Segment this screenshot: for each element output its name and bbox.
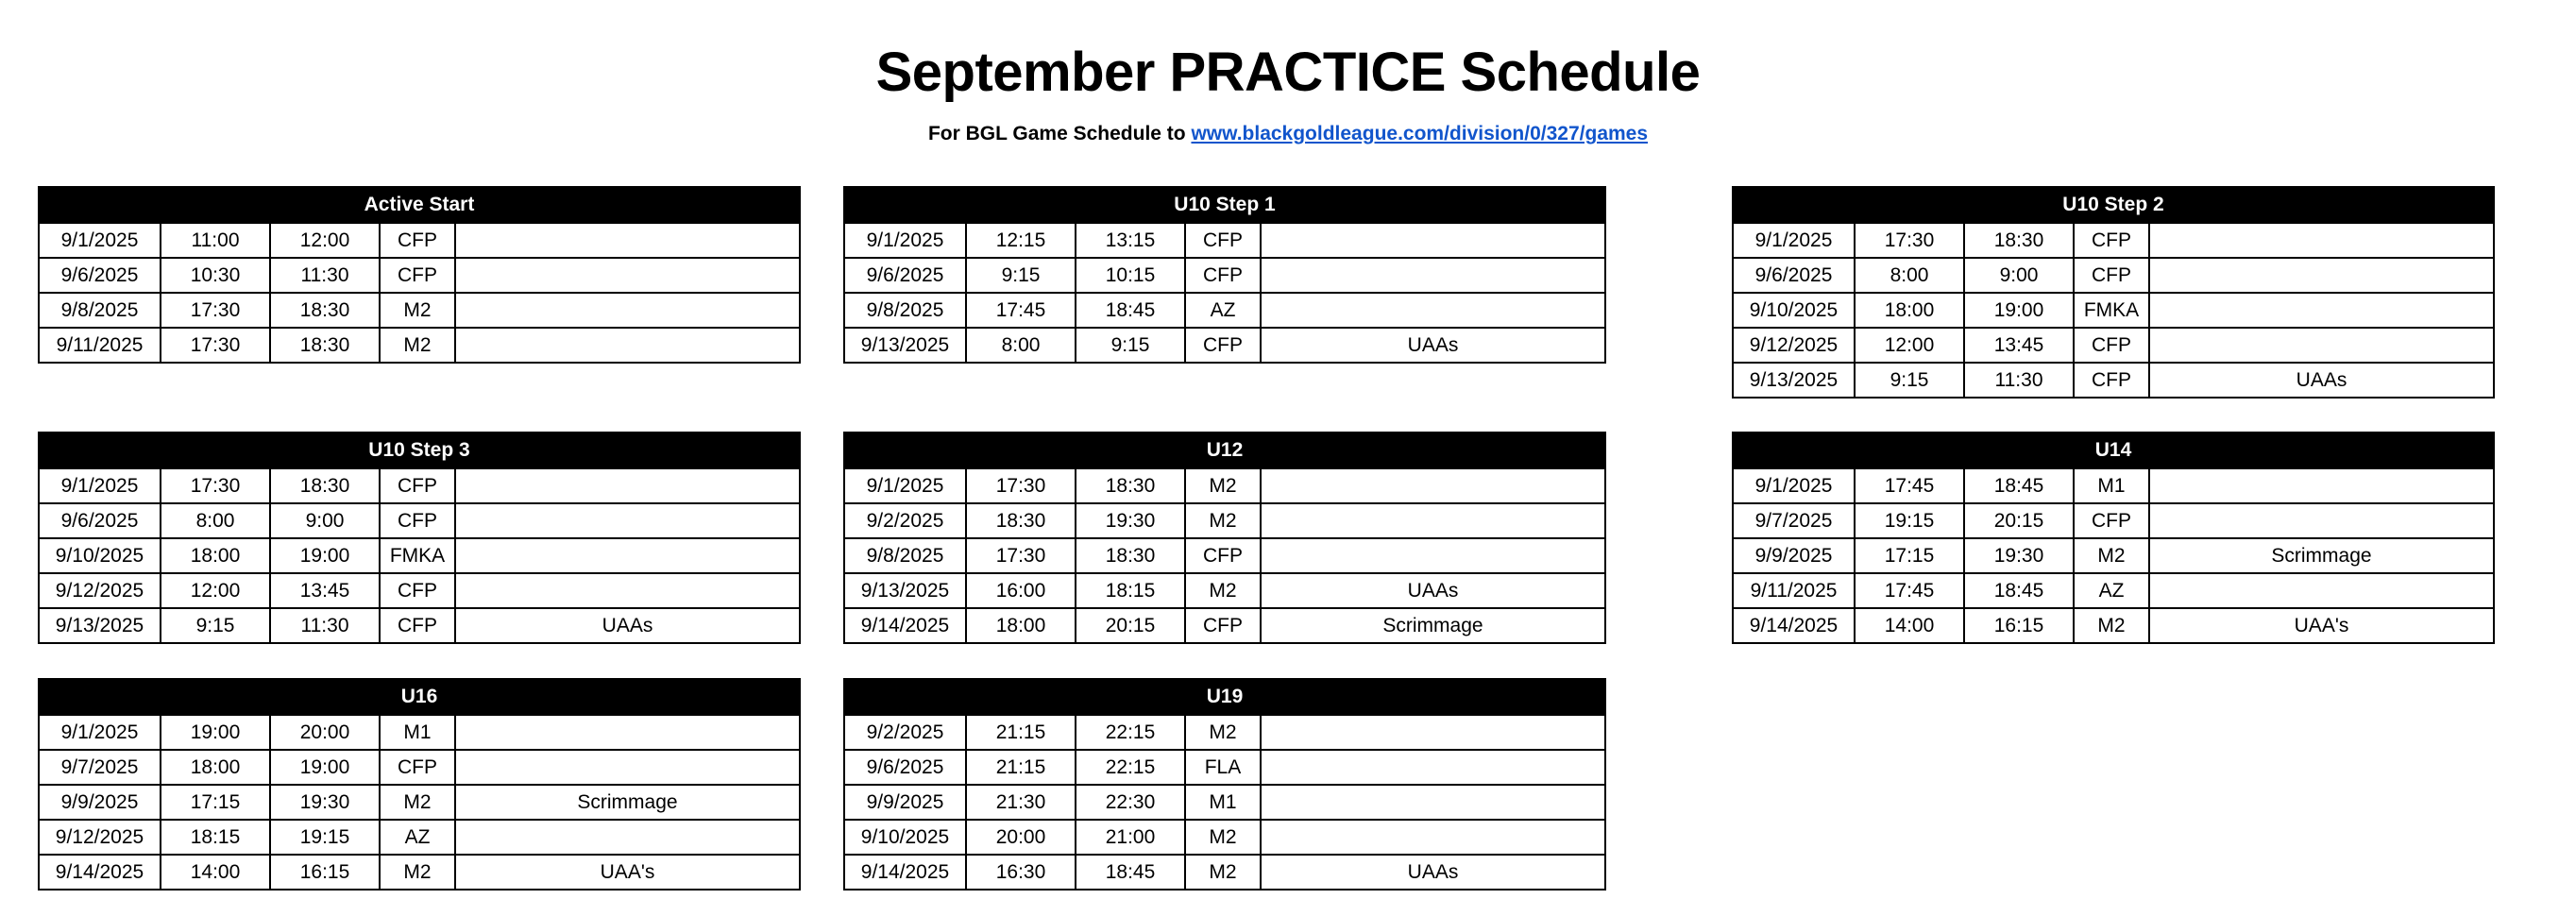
table-row (1733, 328, 2494, 363)
location-cell: M2 (2074, 608, 2149, 643)
table-row (1733, 363, 2494, 398)
note-cell: UAAs (1261, 573, 1605, 608)
location-cell: CFP (2074, 328, 2149, 363)
end-time-cell: 18:45 (1076, 293, 1185, 328)
start-time-cell: 17:30 (966, 468, 1076, 503)
end-time-cell: 20:15 (1964, 503, 2074, 538)
date-cell: 9/12/2025 (39, 820, 161, 855)
table-row (1733, 608, 2494, 643)
start-time-cell: 14:00 (1855, 608, 1964, 643)
note-cell (1261, 293, 1605, 328)
location-cell: M2 (1185, 503, 1261, 538)
end-time-cell: 18:30 (1964, 223, 2074, 258)
end-time-cell: 13:45 (270, 573, 380, 608)
location-cell: CFP (2074, 258, 2149, 293)
note-cell (455, 538, 800, 573)
table-header: U14 (1733, 433, 2494, 468)
end-time-cell: 20:15 (1076, 608, 1185, 643)
location-cell: CFP (2074, 223, 2149, 258)
table-row (39, 293, 800, 328)
end-time-cell: 18:30 (1076, 538, 1185, 573)
date-cell: 9/6/2025 (39, 258, 161, 293)
start-time-cell: 12:00 (161, 573, 270, 608)
start-time-cell: 17:30 (161, 468, 270, 503)
table-row (39, 750, 800, 785)
end-time-cell: 12:00 (270, 223, 380, 258)
date-cell: 9/2/2025 (844, 503, 966, 538)
end-time-cell: 18:45 (1964, 573, 2074, 608)
note-cell (455, 573, 800, 608)
end-time-cell: 16:15 (270, 855, 380, 890)
date-cell: 9/1/2025 (39, 468, 161, 503)
note-cell (1261, 258, 1605, 293)
start-time-cell: 18:00 (966, 608, 1076, 643)
end-time-cell: 10:15 (1076, 258, 1185, 293)
end-time-cell: 13:15 (1076, 223, 1185, 258)
end-time-cell: 18:45 (1076, 855, 1185, 890)
end-time-cell: 13:45 (1964, 328, 2074, 363)
date-cell: 9/10/2025 (844, 820, 966, 855)
location-cell: M2 (380, 328, 455, 363)
location-cell: M2 (380, 785, 455, 820)
note-cell (1261, 538, 1605, 573)
date-cell: 9/14/2025 (1733, 608, 1855, 643)
start-time-cell: 17:30 (161, 328, 270, 363)
location-cell: CFP (2074, 363, 2149, 398)
table-row (39, 608, 800, 643)
date-cell: 9/12/2025 (39, 573, 161, 608)
note-cell (2149, 573, 2494, 608)
date-cell: 9/13/2025 (844, 573, 966, 608)
end-time-cell: 9:00 (270, 503, 380, 538)
schedule-table-u10-step-1 (843, 186, 1606, 364)
note-cell (455, 468, 800, 503)
note-cell (455, 258, 800, 293)
location-cell: CFP (2074, 503, 2149, 538)
table-header: Active Start (39, 187, 800, 223)
start-time-cell: 21:15 (966, 715, 1076, 750)
table-row (39, 503, 800, 538)
date-cell: 9/14/2025 (39, 855, 161, 890)
location-cell: M2 (1185, 573, 1261, 608)
start-time-cell: 18:15 (161, 820, 270, 855)
note-cell: UAA's (455, 855, 800, 890)
table-header: U10 Step 1 (844, 187, 1605, 223)
end-time-cell: 19:30 (1964, 538, 2074, 573)
schedule-table-u10-step-2 (1732, 186, 2495, 399)
note-cell (1261, 223, 1605, 258)
note-cell: Scrimmage (455, 785, 800, 820)
subtitle-prefix: For BGL Game Schedule to (927, 123, 1192, 144)
table-row (1733, 258, 2494, 293)
start-time-cell: 16:30 (966, 855, 1076, 890)
table-row (39, 468, 800, 503)
start-time-cell: 19:15 (1855, 503, 1964, 538)
table-row (1733, 293, 2494, 328)
location-cell: CFP (1185, 608, 1261, 643)
start-time-cell: 19:00 (161, 715, 270, 750)
note-cell (2149, 468, 2494, 503)
start-time-cell: 10:30 (161, 258, 270, 293)
table-header: U12 (844, 433, 1605, 468)
start-time-cell: 9:15 (161, 608, 270, 643)
location-cell: AZ (2074, 573, 2149, 608)
location-cell: CFP (380, 608, 455, 643)
table-row (844, 468, 1605, 503)
table-row (844, 538, 1605, 573)
note-cell (455, 328, 800, 363)
end-time-cell: 20:00 (270, 715, 380, 750)
start-time-cell: 12:00 (1855, 328, 1964, 363)
end-time-cell: 9:00 (1964, 258, 2074, 293)
start-time-cell: 9:15 (1855, 363, 1964, 398)
table-row (844, 855, 1605, 890)
note-cell: UAA's (2149, 608, 2494, 643)
table-row (39, 855, 800, 890)
end-time-cell: 11:30 (270, 258, 380, 293)
end-time-cell: 18:45 (1964, 468, 2074, 503)
table-row (39, 715, 800, 750)
location-cell: CFP (380, 468, 455, 503)
start-time-cell: 8:00 (161, 503, 270, 538)
date-cell: 9/10/2025 (1733, 293, 1855, 328)
table-row (39, 223, 800, 258)
start-time-cell: 17:45 (1855, 468, 1964, 503)
note-cell (1261, 715, 1605, 750)
start-time-cell: 20:00 (966, 820, 1076, 855)
table-row (844, 608, 1605, 643)
note-cell (2149, 293, 2494, 328)
start-time-cell: 18:30 (966, 503, 1076, 538)
end-time-cell: 19:30 (270, 785, 380, 820)
location-cell: CFP (380, 503, 455, 538)
location-cell: AZ (380, 820, 455, 855)
end-time-cell: 19:15 (270, 820, 380, 855)
start-time-cell: 17:45 (966, 293, 1076, 328)
location-cell: M1 (1185, 785, 1261, 820)
schedule-table-u16 (38, 678, 801, 891)
start-time-cell: 8:00 (1855, 258, 1964, 293)
table-row (844, 785, 1605, 820)
end-time-cell: 18:15 (1076, 573, 1185, 608)
end-time-cell: 22:30 (1076, 785, 1185, 820)
end-time-cell: 11:30 (270, 608, 380, 643)
page-subtitle (0, 124, 2576, 144)
end-time-cell: 22:15 (1076, 715, 1185, 750)
location-cell: M1 (380, 715, 455, 750)
end-time-cell: 19:00 (270, 538, 380, 573)
date-cell: 9/1/2025 (39, 223, 161, 258)
end-time-cell: 22:15 (1076, 750, 1185, 785)
start-time-cell: 18:00 (161, 750, 270, 785)
location-cell: M2 (380, 855, 455, 890)
note-cell (455, 750, 800, 785)
start-time-cell: 17:45 (1855, 573, 1964, 608)
date-cell: 9/13/2025 (844, 328, 966, 363)
start-time-cell: 9:15 (966, 258, 1076, 293)
date-cell: 9/8/2025 (844, 538, 966, 573)
start-time-cell: 17:30 (161, 293, 270, 328)
location-cell: FMKA (2074, 293, 2149, 328)
end-time-cell: 9:15 (1076, 328, 1185, 363)
end-time-cell: 16:15 (1964, 608, 2074, 643)
date-cell: 9/8/2025 (39, 293, 161, 328)
note-cell (1261, 468, 1605, 503)
table-header: U10 Step 3 (39, 433, 800, 468)
date-cell: 9/14/2025 (844, 855, 966, 890)
date-cell: 9/13/2025 (1733, 363, 1855, 398)
end-time-cell: 19:00 (1964, 293, 2074, 328)
table-row (39, 328, 800, 363)
end-time-cell: 18:30 (270, 468, 380, 503)
date-cell: 9/2/2025 (844, 715, 966, 750)
location-cell: CFP (380, 573, 455, 608)
start-time-cell: 17:30 (1855, 223, 1964, 258)
table-row (1733, 573, 2494, 608)
start-time-cell: 17:15 (1855, 538, 1964, 573)
date-cell: 9/8/2025 (844, 293, 966, 328)
location-cell: CFP (1185, 538, 1261, 573)
note-cell: Scrimmage (2149, 538, 2494, 573)
date-cell: 9/1/2025 (844, 468, 966, 503)
note-cell (2149, 258, 2494, 293)
start-time-cell: 21:15 (966, 750, 1076, 785)
schedule-table-active-start (38, 186, 801, 364)
date-cell: 9/6/2025 (844, 750, 966, 785)
date-cell: 9/1/2025 (1733, 223, 1855, 258)
location-cell: CFP (1185, 328, 1261, 363)
start-time-cell: 8:00 (966, 328, 1076, 363)
date-cell: 9/9/2025 (39, 785, 161, 820)
end-time-cell: 11:30 (1964, 363, 2074, 398)
table-row (1733, 503, 2494, 538)
date-cell: 9/14/2025 (844, 608, 966, 643)
end-time-cell: 18:30 (1076, 468, 1185, 503)
start-time-cell: 12:15 (966, 223, 1076, 258)
schedule-table-u19 (843, 678, 1606, 891)
page-title: September PRACTICE Schedule (875, 42, 1701, 103)
table-row (844, 750, 1605, 785)
date-cell: 9/7/2025 (1733, 503, 1855, 538)
location-cell: FLA (1185, 750, 1261, 785)
table-row (39, 538, 800, 573)
start-time-cell: 21:30 (966, 785, 1076, 820)
note-cell: UAAs (1261, 855, 1605, 890)
note-cell: UAAs (455, 608, 800, 643)
table-row (844, 503, 1605, 538)
date-cell: 9/13/2025 (39, 608, 161, 643)
start-time-cell: 17:30 (966, 538, 1076, 573)
table-row (39, 573, 800, 608)
date-cell: 9/12/2025 (1733, 328, 1855, 363)
location-cell: CFP (380, 258, 455, 293)
location-cell: CFP (380, 223, 455, 258)
table-row (844, 820, 1605, 855)
schedule-table-u12 (843, 432, 1606, 644)
date-cell: 9/1/2025 (1733, 468, 1855, 503)
table-row (844, 328, 1605, 363)
end-time-cell: 18:30 (270, 328, 380, 363)
note-cell (455, 223, 800, 258)
location-cell: M2 (1185, 820, 1261, 855)
location-cell: AZ (1185, 293, 1261, 328)
date-cell: 9/1/2025 (39, 715, 161, 750)
note-cell (455, 820, 800, 855)
table-row (844, 258, 1605, 293)
table-row (39, 820, 800, 855)
start-time-cell: 14:00 (161, 855, 270, 890)
start-time-cell: 18:00 (161, 538, 270, 573)
table-row (39, 258, 800, 293)
note-cell: UAAs (2149, 363, 2494, 398)
note-cell: UAAs (1261, 328, 1605, 363)
location-cell: CFP (380, 750, 455, 785)
note-cell (1261, 503, 1605, 538)
location-cell: FMKA (380, 538, 455, 573)
table-row (844, 293, 1605, 328)
date-cell: 9/9/2025 (844, 785, 966, 820)
note-cell (2149, 503, 2494, 538)
end-time-cell: 19:00 (270, 750, 380, 785)
schedule-table-u14 (1732, 432, 2495, 644)
table-row (1733, 468, 2494, 503)
note-cell (2149, 223, 2494, 258)
note-cell (455, 293, 800, 328)
start-time-cell: 11:00 (161, 223, 270, 258)
note-cell (2149, 328, 2494, 363)
date-cell: 9/10/2025 (39, 538, 161, 573)
note-cell: Scrimmage (1261, 608, 1605, 643)
table-row (1733, 223, 2494, 258)
table-header: U10 Step 2 (1733, 187, 2494, 223)
start-time-cell: 18:00 (1855, 293, 1964, 328)
note-cell (455, 715, 800, 750)
date-cell: 9/11/2025 (1733, 573, 1855, 608)
location-cell: CFP (1185, 223, 1261, 258)
date-cell: 9/1/2025 (844, 223, 966, 258)
table-row (844, 573, 1605, 608)
note-cell (1261, 820, 1605, 855)
end-time-cell: 21:00 (1076, 820, 1185, 855)
location-cell: M1 (2074, 468, 2149, 503)
location-cell: M2 (1185, 468, 1261, 503)
note-cell (1261, 785, 1605, 820)
table-row (39, 785, 800, 820)
table-row (844, 715, 1605, 750)
location-cell: M2 (1185, 715, 1261, 750)
location-cell: M2 (1185, 855, 1261, 890)
note-cell (455, 503, 800, 538)
end-time-cell: 18:30 (270, 293, 380, 328)
start-time-cell: 17:15 (161, 785, 270, 820)
date-cell: 9/6/2025 (1733, 258, 1855, 293)
date-cell: 9/11/2025 (39, 328, 161, 363)
schedule-table-u10-step-3 (38, 432, 801, 644)
table-header: U16 (39, 679, 800, 715)
location-cell: M2 (2074, 538, 2149, 573)
date-cell: 9/7/2025 (39, 750, 161, 785)
date-cell: 9/6/2025 (844, 258, 966, 293)
date-cell: 9/9/2025 (1733, 538, 1855, 573)
table-header: U19 (844, 679, 1605, 715)
note-cell (1261, 750, 1605, 785)
start-time-cell: 16:00 (966, 573, 1076, 608)
table-row (1733, 538, 2494, 573)
date-cell: 9/6/2025 (39, 503, 161, 538)
location-cell: M2 (380, 293, 455, 328)
location-cell: CFP (1185, 258, 1261, 293)
table-row (844, 223, 1605, 258)
game-schedule-link[interactable]: www.blackgoldleague.com/division/0/327/games (1191, 123, 1649, 144)
end-time-cell: 19:30 (1076, 503, 1185, 538)
